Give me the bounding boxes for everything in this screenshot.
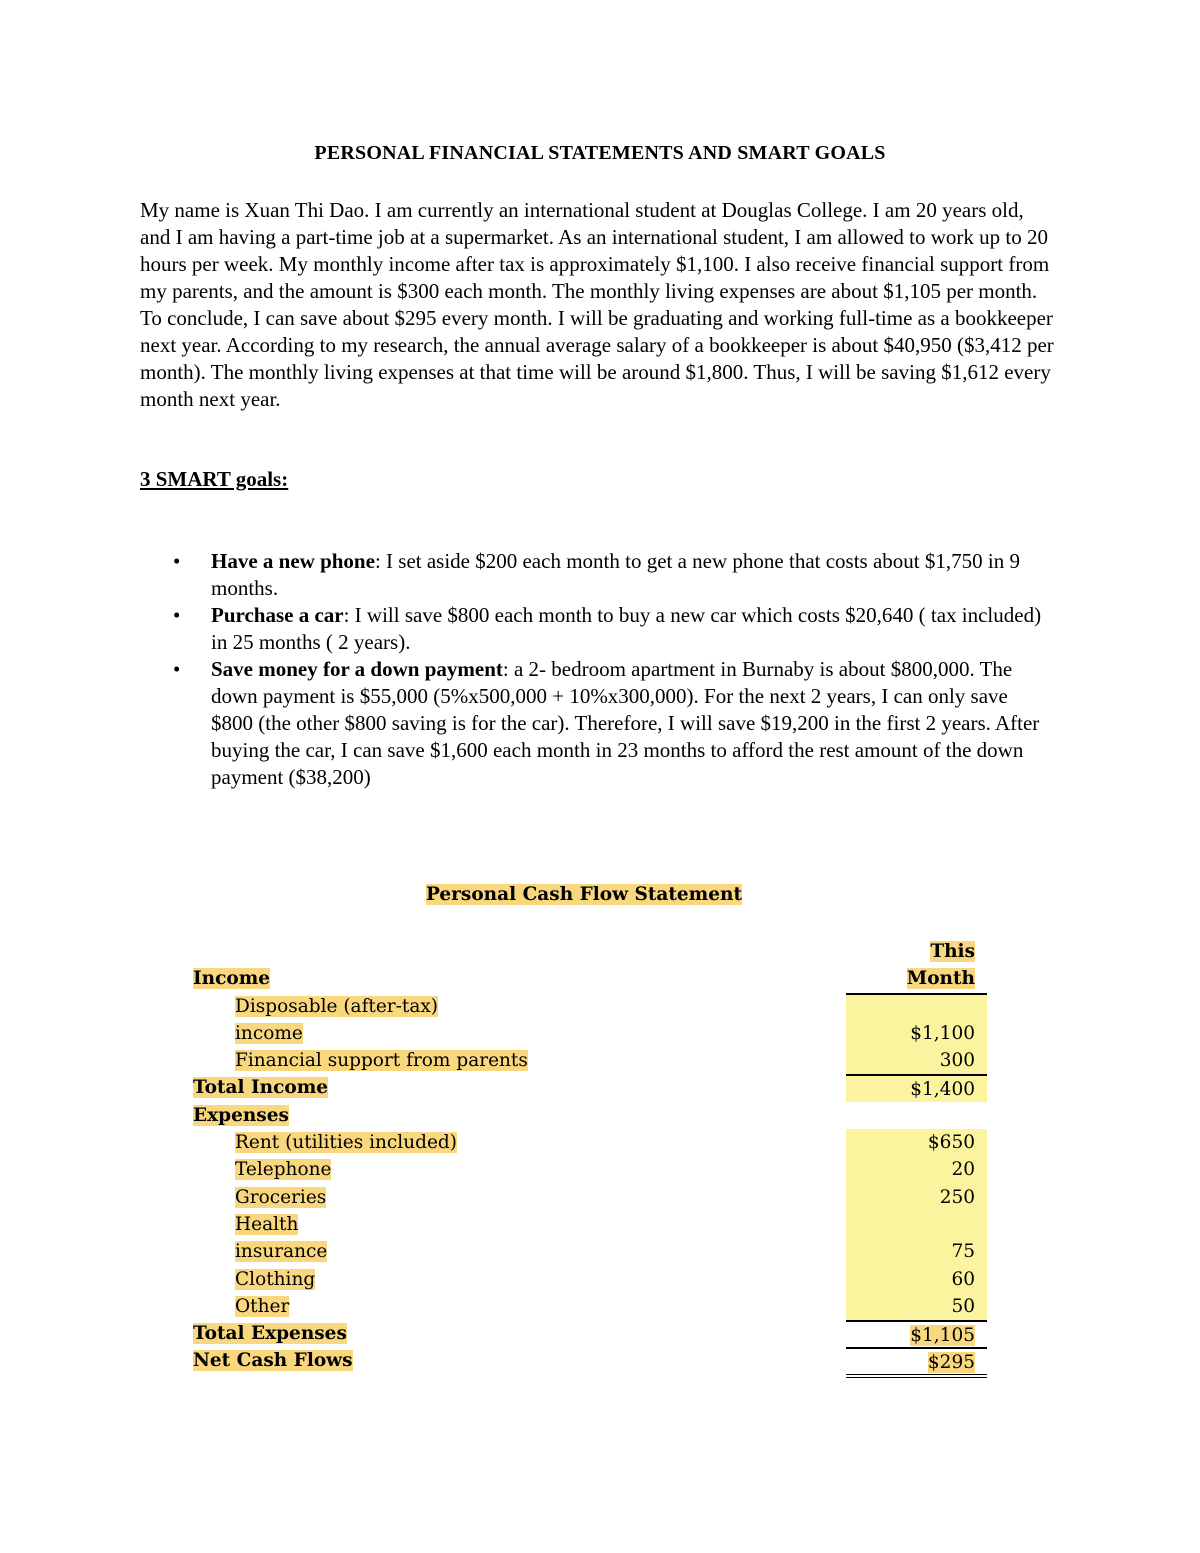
table-row — [193, 1293, 987, 1320]
rent-label: Rent (utilities included) — [235, 1132, 457, 1154]
goal-title: Save money for a down payment — [211, 657, 503, 681]
goal-item — [140, 656, 1055, 791]
net-cash-flows-label: Net Cash Flows — [193, 1350, 353, 1372]
table-row — [193, 1129, 987, 1156]
clothing-label: Clothing — [235, 1268, 316, 1290]
goals-list — [140, 548, 1055, 791]
goal-item — [140, 602, 1055, 656]
intro-paragraph: My name is Xuan Thi Dao. I am currently an international student at Douglas College. I am 20 years old, and I am having a part-time job at a supermarket. As an international student, I am allowed to work up to 20 hours per week. My monthly income after tax is approximately $1,100. I also receive financial support from my parents, and the amount is $300 each month. The monthly living expenses are about $1,105 per month. To conclude, I can save about $295 every month. I will be graduating and working full-time as a bookkeeper next year. According to my research, the annual average salary of a bookkeeper is about $40,950 ($3,412 per month). The monthly living expenses at that time will be around $1,800. Thus, I will be saving $1,612 every month next year. — [140, 198, 1054, 411]
disposable-income-label: Disposable (after-tax) — [235, 995, 439, 1017]
disposable-income-label-cont: income — [235, 1022, 303, 1044]
table-row — [193, 1102, 987, 1129]
table-row — [193, 1320, 987, 1347]
disposable-income-value: $1,100 — [846, 1020, 987, 1047]
financial-support-label: Financial support from parents — [235, 1050, 528, 1072]
goal-title: Purchase a car — [211, 603, 344, 627]
expenses-section-label: Expenses — [193, 1104, 289, 1126]
cash-flow-title-text: Personal Cash Flow Statement — [425, 884, 743, 905]
table-row — [193, 1020, 987, 1047]
table-row — [193, 1156, 987, 1183]
bullet-icon: • — [173, 549, 181, 573]
total-income-value: $1,400 — [846, 1074, 987, 1101]
other-value: 50 — [846, 1293, 987, 1320]
document-title: PERSONAL FINANCIAL STATEMENTS AND SMART GOALS — [314, 142, 886, 164]
telephone-value: 20 — [846, 1156, 987, 1183]
groceries-label: Groceries — [235, 1186, 327, 1208]
health-insurance-value: 75 — [846, 1238, 987, 1265]
table-row — [193, 965, 987, 992]
other-label: Other — [235, 1295, 290, 1317]
table-row — [193, 993, 987, 1020]
goal-item — [140, 548, 1055, 602]
table-row — [193, 1266, 987, 1293]
bullet-icon: • — [173, 603, 181, 627]
table-row — [193, 1347, 987, 1374]
bullet-icon: • — [173, 657, 181, 681]
cash-flow-title — [0, 884, 1168, 905]
value-cell — [846, 993, 987, 1020]
total-expenses-label: Total Expenses — [193, 1323, 347, 1345]
column-header-line1: This — [930, 941, 975, 962]
table-row — [193, 1184, 987, 1211]
groceries-value: 250 — [846, 1184, 987, 1211]
cash-flow-table — [193, 938, 987, 1375]
column-header-line2: Month — [906, 968, 975, 990]
telephone-label: Telephone — [235, 1159, 332, 1181]
goal-title: Have a new phone — [211, 549, 375, 573]
financial-support-value: 300 — [846, 1047, 987, 1074]
table-row — [193, 1211, 987, 1238]
table-row — [193, 1047, 987, 1074]
net-cash-flows-value: $295 — [846, 1347, 987, 1378]
goal-text: : a 2- bedroom apartment in Burnaby is about $800,000. The down payment is $55,000 (5%x500,000 + 10%x300,000). For the next 2 years, I can only save $800 (the other $800 saving is for the car). Therefore, I will save $19,200 in the first 2 years. After buying the car, I can save $1,600 each month in 23 months to afford the rest amount of the down payment ($38,200) — [211, 657, 1040, 789]
clothing-value: 60 — [846, 1266, 987, 1293]
total-income-label: Total Income — [193, 1077, 329, 1099]
health-insurance-label-cont: insurance — [235, 1241, 328, 1263]
total-expenses-value: $1,105 — [846, 1320, 987, 1347]
income-section-label: Income — [193, 968, 271, 990]
health-insurance-label: Health — [235, 1213, 299, 1235]
table-row — [193, 1238, 987, 1265]
table-row — [193, 938, 987, 965]
table-row — [193, 1074, 987, 1101]
goal-text: : I will save $800 each month to buy a new car which costs $20,640 ( tax included) in 25 months ( 2 years). — [211, 603, 1042, 654]
rent-value: $650 — [846, 1129, 987, 1156]
goal-text: : I set aside $200 each month to get a new phone that costs about $1,750 in 9 months. — [211, 549, 1020, 600]
goals-heading: 3 SMART goals: — [140, 467, 289, 491]
value-cell — [846, 1211, 987, 1238]
